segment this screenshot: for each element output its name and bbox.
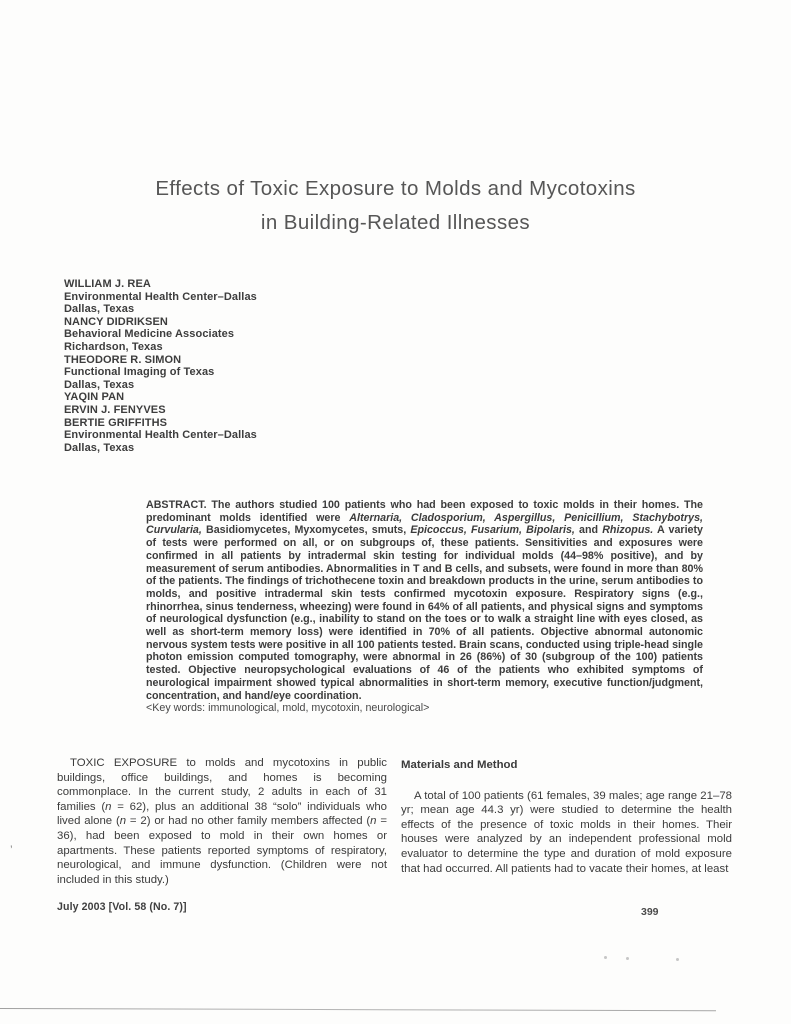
- footer-issue-info: July 2003 [Vol. 58 (No. 7)]: [57, 901, 187, 913]
- author-line: Environmental Health Center–Dallas: [64, 429, 257, 442]
- page-number: 399: [641, 906, 659, 918]
- author-line: WILLIAM J. REA: [64, 278, 151, 290]
- author-line: Dallas, Texas: [64, 303, 135, 316]
- body-column-left: [57, 756, 387, 887]
- intro-paragraph: TOXIC EXPOSURE to molds and mycotoxins in public buildings, office buildings, and homes is becoming commonplace. In the current study, 2 adults in each of 31 families (n = 62), plus an additional 38 “solo” individuals who lived alone (n = 2) or had no other family members affected (n = 36), had been exposed to mold in their own homes or apartments. These patients reported symptoms of respiratory, neurological, and immune dysfunction. (Children were not included in this study.): [57, 757, 387, 886]
- section-heading-materials-and-method: Materials and Method: [401, 759, 518, 771]
- scan-speck: [676, 958, 679, 961]
- scan-speck-apostrophe: ’: [10, 843, 13, 857]
- author-line: Behavioral Medicine Associates: [64, 328, 235, 341]
- keywords-line: <Key words: immunological, mold, mycotoxin, neurological>: [146, 702, 430, 715]
- author-line: Environmental Health Center–Dallas: [64, 290, 257, 303]
- author-line: ERVIN J. FENYVES: [64, 403, 166, 416]
- abstract: [146, 499, 703, 715]
- method-paragraph: A total of 100 patients (61 females, 39 males; age range 21–78 yr; mean age 44.3 yr) were studied to determine the health effects of the presence of toxic molds in their homes. Their houses were analyzed by an independent professional mold evaluator to determine the type and duration of mold exposure that had occurred. All patients had to vacate their homes, at least: [401, 789, 732, 875]
- paper-title-line1: Effects of Toxic Exposure to Molds and Mycotoxins: [155, 177, 636, 200]
- author-line: BERTIE GRIFFITHS: [64, 416, 168, 429]
- paper-title-line2: in Building-Related Illnesses: [260, 211, 531, 234]
- scan-line-artifact: [0, 1008, 716, 1012]
- author-line: Dallas, Texas: [64, 378, 135, 391]
- body-column-right: [401, 756, 732, 876]
- author-line: Dallas, Texas: [64, 441, 135, 454]
- author-line: YAQIN PAN: [64, 391, 125, 404]
- author-line: THEODORE R. SIMON: [64, 353, 182, 366]
- abstract-text: ABSTRACT. The authors studied 100 patients who had been exposed to toxic molds in their homes. The predominant molds identified were Alternaria, Cladosporium, Aspergillus, Penicillium, Stachybotrys, Curvularia, Basidiomycetes, Myxomycetes, smuts, Epicoccus, Fusarium, Bipolaris, and Rhizopus. A variety of tests were performed on all, or on subgroups of, these patients. Sensitivities and exposures were confirmed in all patients by intradermal skin testing for individual molds (44–98% positive), and by measurement of serum antibodies. Abnormalities in T and B cells, and subsets, were found in more than 80% of the patients. The findings of trichothecene toxin and breakdown products in the urine, serum antibodies to molds, and positive intradermal skin tests confirmed mycotoxin exposure. Respiratory signs (e.g., rhinorrhea, sinus tenderness, wheezing) were found in 64% of all patients, and physical signs and symptoms of neurological dysfunction (e.g., inability to stand on the toes or to walk a straight line with eyes closed, as well as short-term memory loss) were identified in 70% of all patients. Objective abnormal autonomic nervous system tests were positive in all 100 patients tested. Brain scans, conducted using triple-head single photon emission computed tomography, were abnormal in 26 (86%) of 30 (subgroup of the 100) patients tested. Objective neuropsychological evaluations of 46 of the patients who exhibited symptoms of neurological impairment showed typical abnormalities in short-term memory, executive function/judgment, concentration, and hand/eye coordination.: [146, 499, 703, 702]
- author-line: Richardson, Texas: [64, 340, 163, 353]
- scan-speck: [604, 956, 607, 959]
- author-line: Functional Imaging of Texas: [64, 366, 215, 379]
- paper-title: [0, 172, 791, 240]
- author-line: NANCY DIDRIKSEN: [64, 315, 168, 328]
- author-affiliation-block: [64, 278, 257, 454]
- scan-speck: [626, 957, 629, 960]
